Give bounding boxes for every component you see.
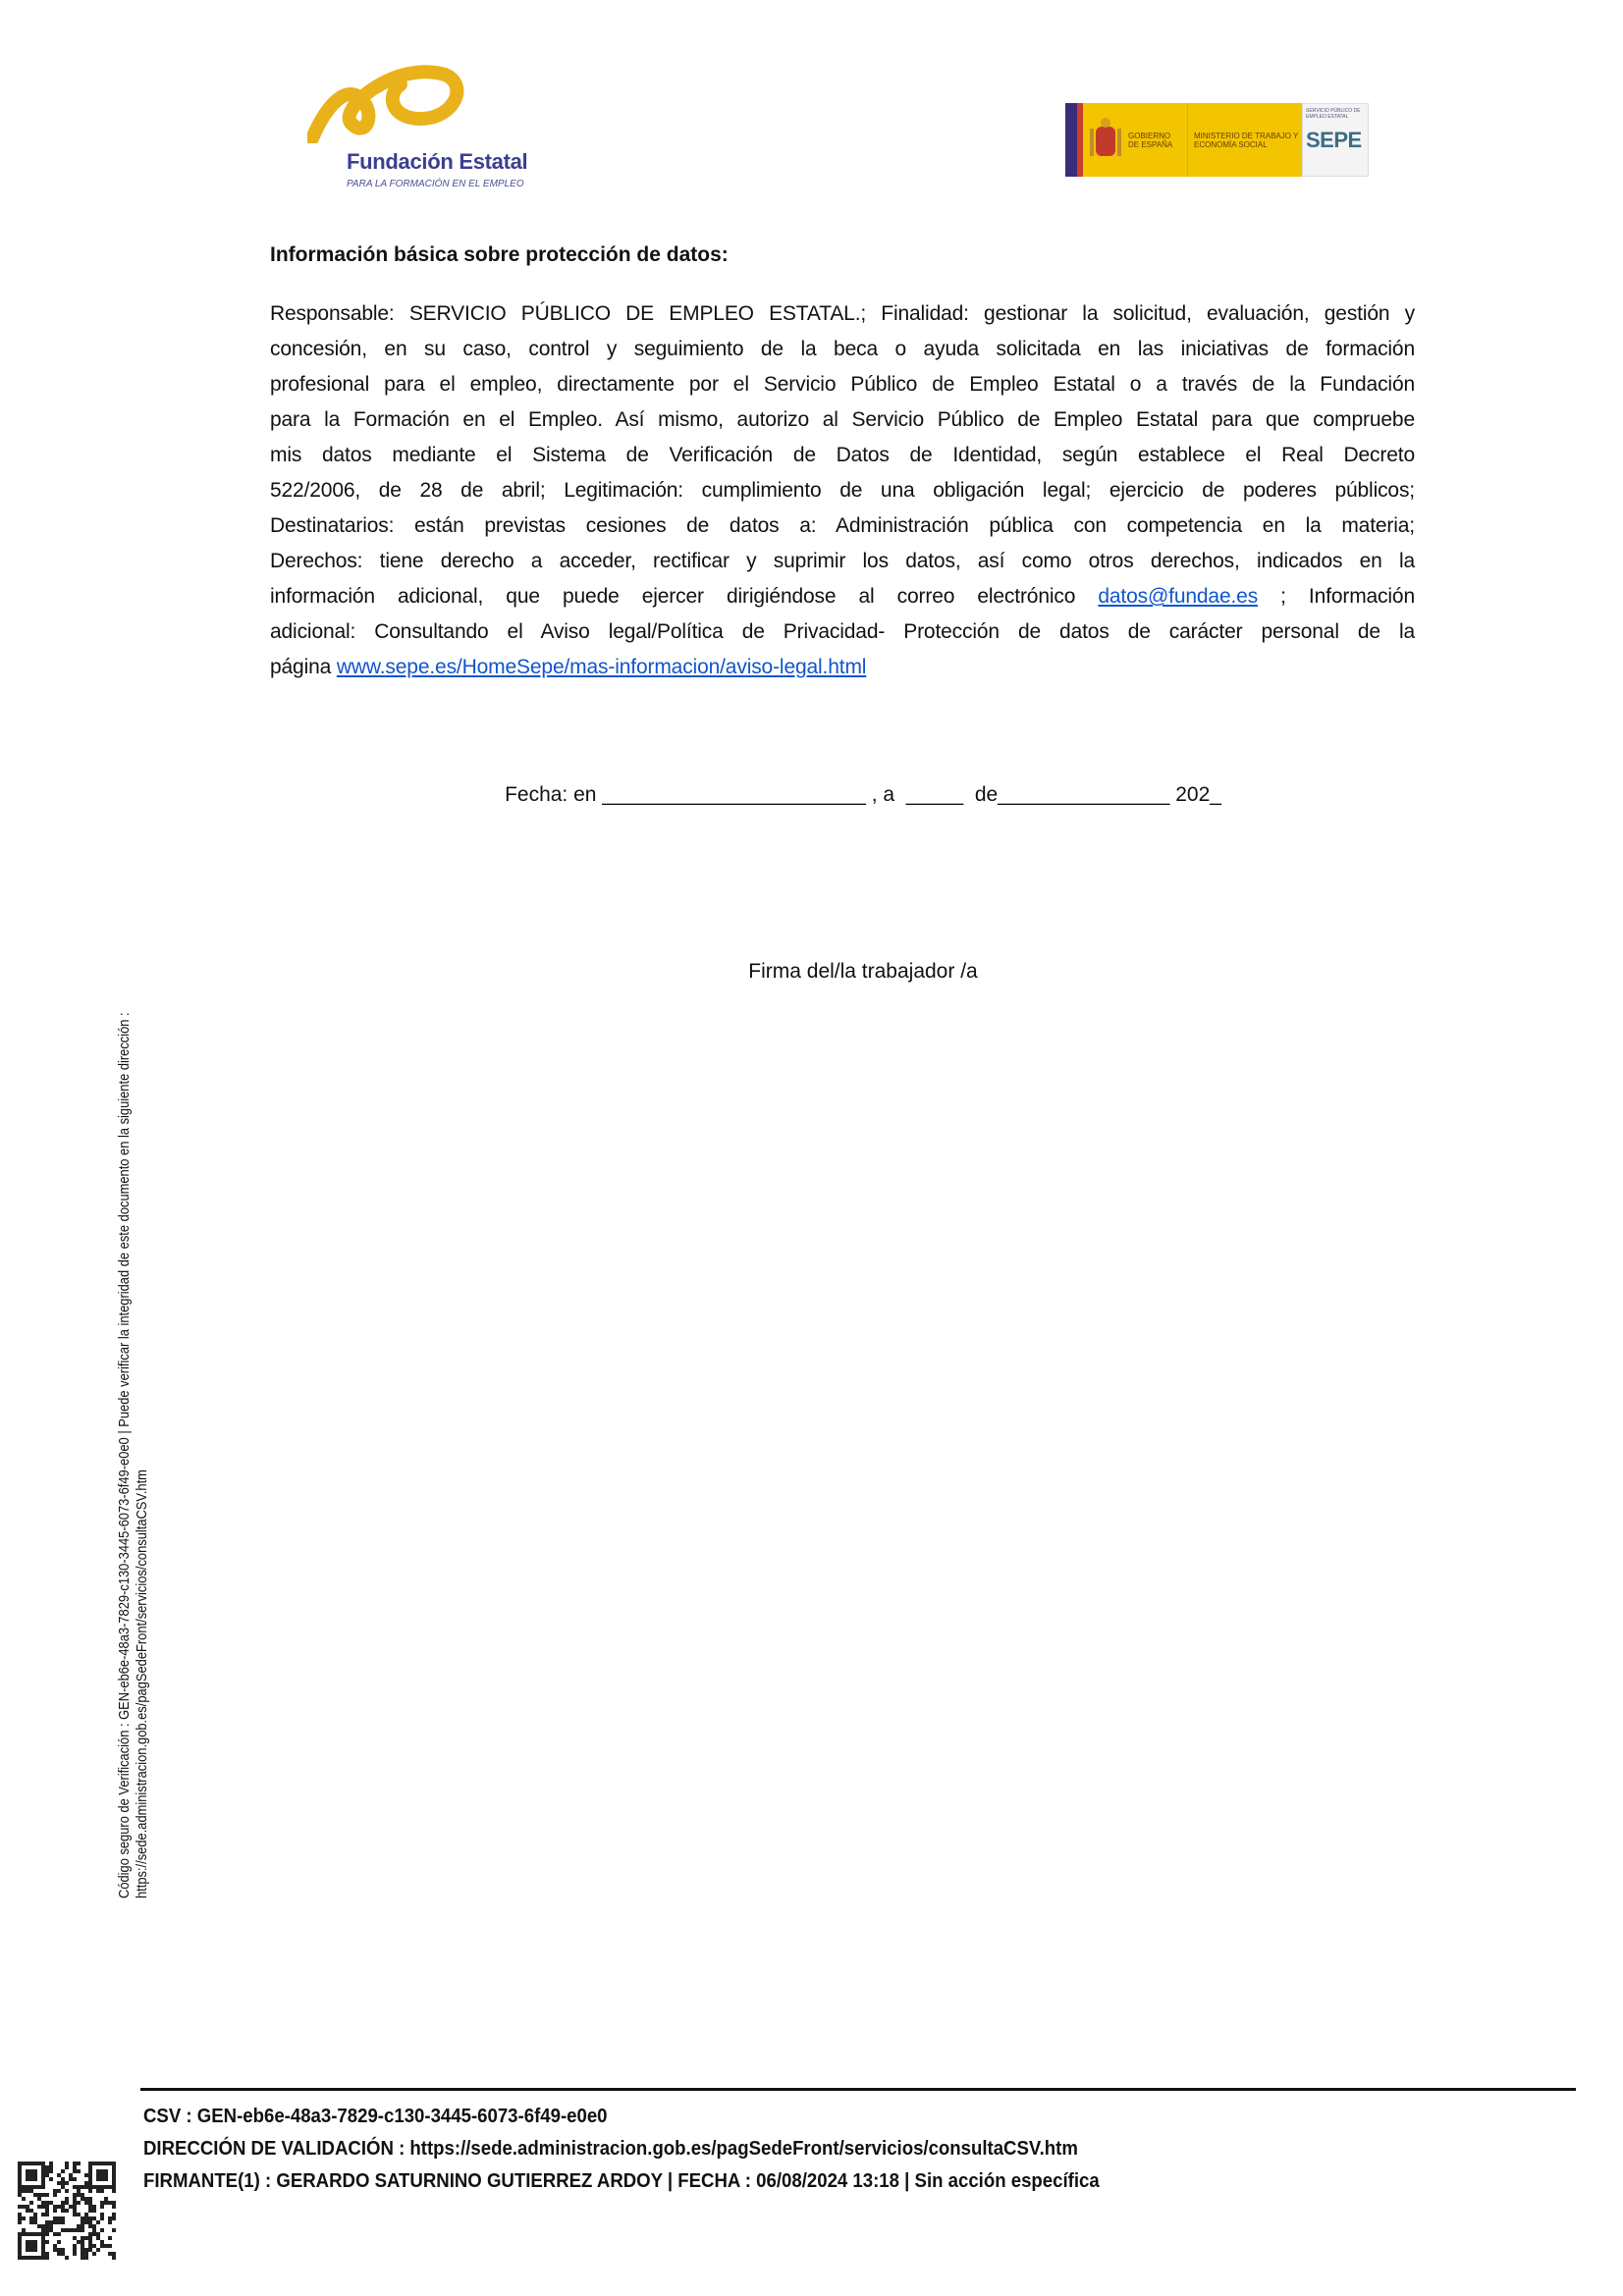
side-verification-text: Código seguro de Verificación : GEN-eb6e-48a3-7829-c130-3445-6073-6f49-e0e0 | Puede verificar la integridad de este documento en la siguiente dirección : https://sede.administracion.gob.es/pagSedeFront/servicios/consultaCSV.htm bbox=[116, 1012, 150, 1898]
section-heading: Información básica sobre protección de datos: bbox=[270, 243, 729, 266]
signature-footer bbox=[143, 2101, 1171, 2198]
paragraph-line: Responsable: SERVICIO PÚBLICO DE EMPLEO ESTATAL.; Finalidad: gestionar la solicitud, evaluación, gestión y bbox=[270, 302, 1415, 325]
paragraph-line: adicional: Consultando el Aviso legal/Política de Privacidad- Protección de datos de carácter personal de la bbox=[270, 620, 1415, 643]
paragraph-line: página www.sepe.es/HomeSepe/mas-informacion/aviso-legal.html bbox=[270, 656, 867, 678]
paragraph-line: 522/2006, de 28 de abril; Legitimación: cumplimiento de una obligación legal; ejercicio de poderes públicos; bbox=[270, 479, 1415, 502]
footer-divider bbox=[140, 2088, 1576, 2091]
signer-info: FIRMANTE(1) : GERARDO SATURNINO GUTIERREZ ARDOY | FECHA : 06/08/2024 13:18 | Sin acción específica bbox=[143, 2170, 1100, 2192]
fundae-logo bbox=[307, 65, 543, 194]
paragraph-line: concesión, en su caso, control y seguimiento de la beca o ayuda solicitada en las iniciativas de formación bbox=[270, 338, 1415, 360]
coat-of-arms-icon bbox=[1089, 117, 1122, 164]
paragraph-line: información adicional, que puede ejercer dirigiéndose al correo electrónico datos@fundae.es ; Información bbox=[270, 585, 1415, 608]
qr-code-icon bbox=[18, 2162, 116, 2260]
signature-label: Firma del/la trabajador /a bbox=[748, 960, 978, 983]
paragraph-line: Derechos: tiene derecho a acceder, rectificar y suprimir los datos, así como otros derechos, indicados en la bbox=[270, 550, 1415, 572]
ministerio-block: MINISTERIO DE TRABAJO Y ECONOMÍA SOCIAL bbox=[1187, 103, 1302, 177]
fundae-infinity-icon bbox=[307, 65, 464, 143]
validation-address: DIRECCIÓN DE VALIDACIÓN : https://sede.administracion.gob.es/pagSedeFront/servicios/consultaCSV.htm bbox=[143, 2138, 1078, 2160]
government-logo-banner bbox=[1065, 103, 1405, 177]
paragraph-line: mis datos mediante el Sistema de Verificación de Datos de Identidad, según establece el Real Decreto bbox=[270, 444, 1415, 466]
paragraph-line: profesional para el empleo, directamente por el Servicio Público de Empleo Estatal o a través de la Fundación bbox=[270, 373, 1415, 396]
data-protection-paragraph bbox=[270, 296, 1415, 685]
gobierno-block: GOBIERNO DE ESPAÑA bbox=[1083, 103, 1187, 177]
date-line: Fecha: en _______________________ , a _____ de_______________ 202_ bbox=[505, 783, 1221, 806]
paragraph-line: para la Formación en el Empleo. Así mismo, autorizo al Servicio Público de Empleo Estatal para que compruebe bbox=[270, 408, 1415, 431]
email-link[interactable]: datos@fundae.es bbox=[1098, 585, 1259, 608]
fundae-name: Fundación Estatal bbox=[347, 149, 528, 174]
sepe-block: SERVICIO PÚBLICO DE EMPLEO ESTATAL SEPE bbox=[1302, 103, 1369, 177]
fundae-subtitle: PARA LA FORMACIÓN EN EL EMPLEO bbox=[347, 179, 524, 189]
csv-code: CSV : GEN-eb6e-48a3-7829-c130-3445-6073-6f49-e0e0 bbox=[143, 2106, 608, 2127]
paragraph-line: Destinatarios: están previstas cesiones de datos a: Administración pública con competencia en la materia; bbox=[270, 514, 1415, 537]
eu-stars-strip bbox=[1065, 103, 1077, 177]
privacy-link[interactable]: www.sepe.es/HomeSepe/mas-informacion/aviso-legal.html bbox=[336, 656, 867, 678]
